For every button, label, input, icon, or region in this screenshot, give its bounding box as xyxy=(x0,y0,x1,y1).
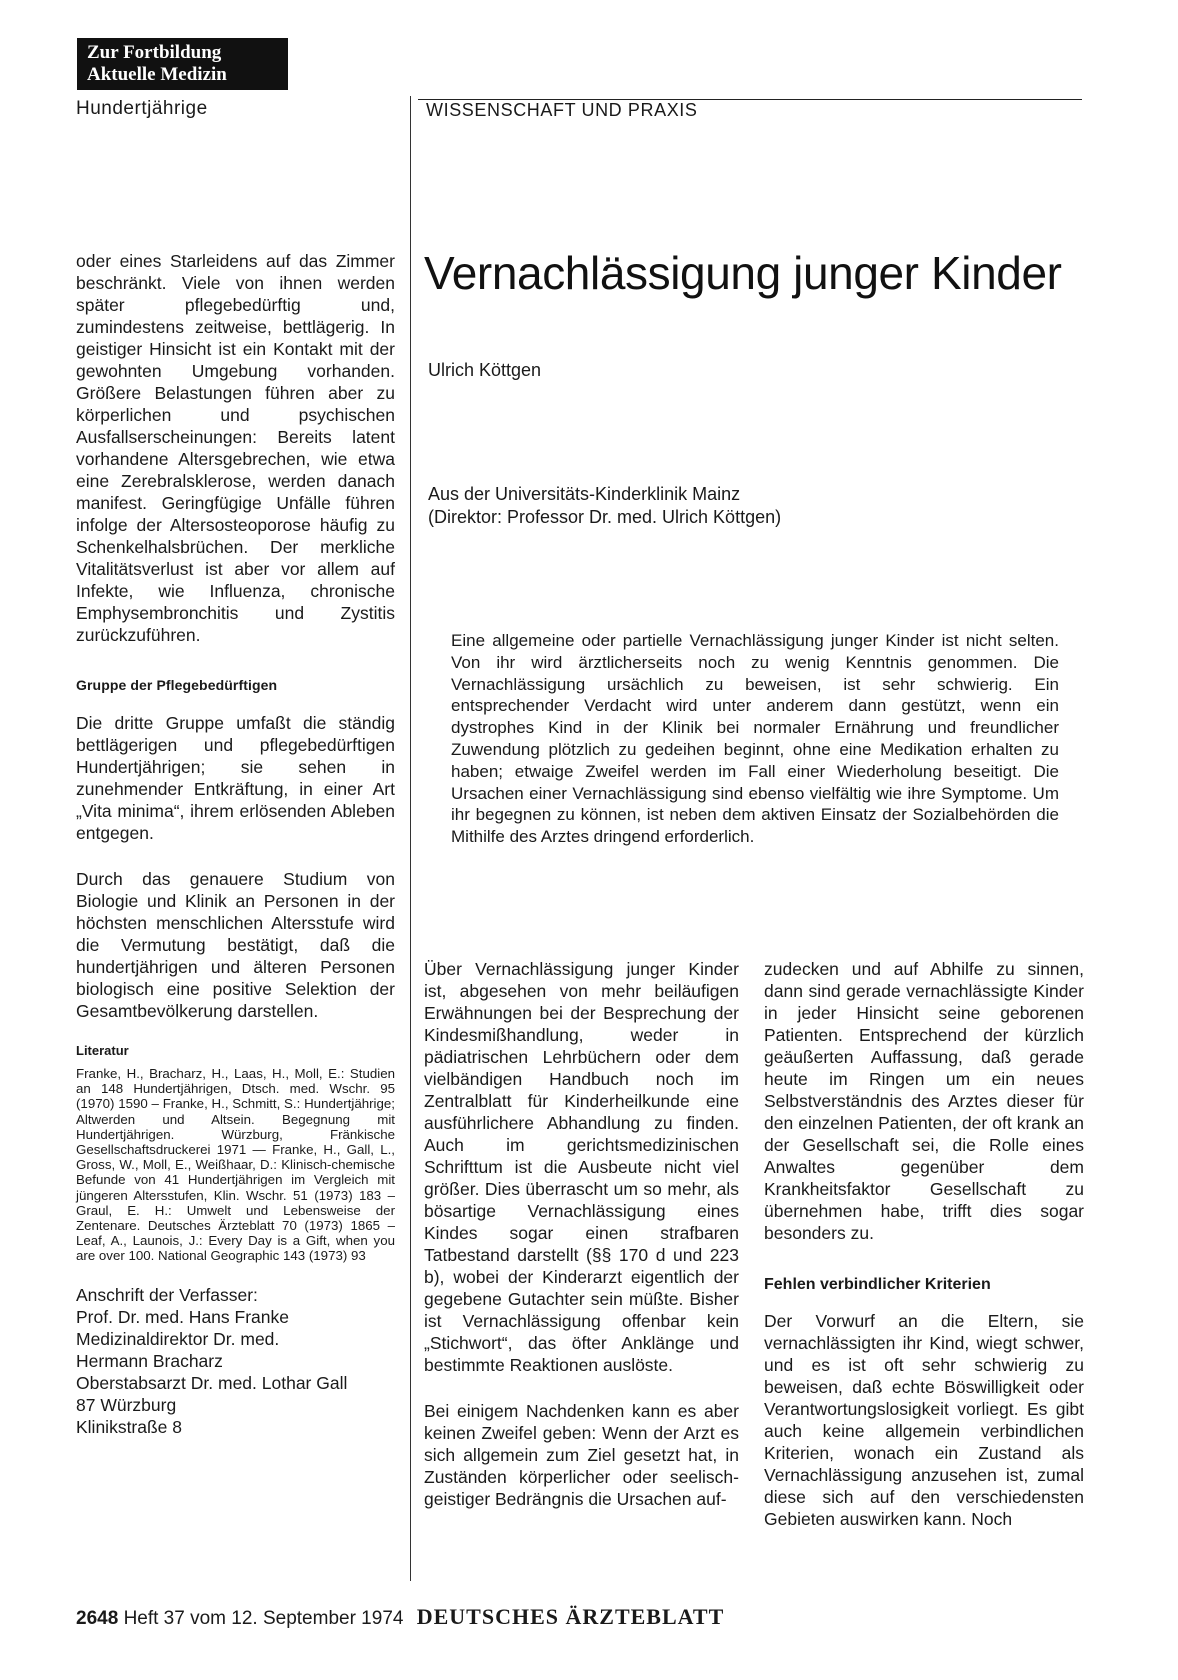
left-paragraph-2: Die dritte Gruppe umfaßt die ständig bettlägerigen und pflegebedürftigen Hundertjährigen; sie sehen in zunehmender Entkräftung, in einer Art „Vita minima“, ihrem erlösenden Ableben entgegen. xyxy=(76,713,395,843)
affiliation-line-2: (Direktor: Professor Dr. med. Ulrich Köttgen) xyxy=(428,507,782,527)
column-divider xyxy=(410,96,411,1581)
address-line: Oberstabsarzt Dr. med. Lothar Gall xyxy=(76,1372,348,1393)
address-line: 87 Würzburg xyxy=(76,1394,177,1415)
affiliation-line-1: Aus der Universitäts-Kinderklinik Mainz xyxy=(428,484,741,504)
right-column xyxy=(764,958,1084,1530)
address-line: Anschrift der Verfasser: xyxy=(76,1284,258,1305)
article-title: Vernachlässigung junger Kinder xyxy=(424,247,1062,299)
address-line: Medizinaldirektor Dr. med. xyxy=(76,1328,280,1349)
running-head-right: WISSENSCHAFT UND PRAXIS xyxy=(426,100,698,120)
article-abstract: Eine allgemeine oder partielle Vernachlässigung junger Kinder ist nicht selten. Von ihr wird ärztlicherseits noch zu wenig Kenntnis genommen. Die Vernachlässigung ursächlich zu beweisen, ist sehr schwierig. Ein entsprechender Verdacht wird unter anderem dann gestützt, wenn ein dystrophes Kind in der Klinik bei normaler Ernährung und freundlicher Zuwendung plötzlich zu gedeihen beginnt, ohne eine Medikation erhalten zu haben; etwaige Zweifel werden im Fall einer Wiederholung beseitigt. Die Ursachen einer Vernachlässigung sind ebenso vielfältig wie ihre Symptome. Um ihr begegnen zu können, ist neben dem aktiven Einsatz der Sozialbehörden die Mithilfe des Arztes dringend erforderlich. xyxy=(451,631,1059,847)
left-column xyxy=(76,250,395,1438)
section-badge xyxy=(77,38,288,90)
middle-column xyxy=(424,958,739,1510)
badge-line-2: Aktuelle Medizin xyxy=(87,64,227,85)
issue-info: Heft 37 vom 12. September 1974 xyxy=(123,1608,404,1629)
running-head-left: Hundertjährige xyxy=(76,98,208,119)
address-line: Prof. Dr. med. Hans Franke xyxy=(76,1306,289,1327)
middle-paragraph-2: Bei einigem Nachdenken kann es aber keinen Zweifel geben: Wenn der Arzt es sich allgemein zum Ziel gesetzt hat, in Zuständen körperlicher oder seelisch-geistiger Bedrängnis die Ursachen auf- xyxy=(424,1401,739,1509)
badge-line-1: Zur Fortbildung xyxy=(87,42,222,63)
page-footer xyxy=(76,1604,724,1630)
article-affiliation xyxy=(428,483,781,529)
address-line: Hermann Bracharz xyxy=(76,1350,223,1371)
middle-paragraph-1: Über Vernachlässigung junger Kinder ist, abgesehen von mehr beiläufigen Erwähnungen bei der Besprechung der Kindesmißhandlung, weder in pädiatrischen Lehrbüchern oder dem vielbändigen Handbuch noch im Zentralblatt für Kinderheilkunde eine ausführlichere Abhandlung zu finden. Auch im gerichtsmedizinischen Schrifttum ist die Ausbeute nicht viel größer. Dies überrascht um so mehr, als bösartige Vernachlässigung eines Kindes sogar einen strafbaren Tatbestand darstellt (§§ 170 d und 223 b), wobei der Kinderarzt eigentlich der gegebene Gutachter sein müßte. Bisher ist Vernachlässigung offenbar kein „Stichwort“, das öfter Anklänge und bestimmte Reaktionen auslöste. xyxy=(424,959,739,1375)
left-paragraph-1: oder eines Starleidens auf das Zimmer beschränkt. Viele von ihnen werden später pflegebedürftig und, zumindestens zeitweise, bettlägerig. In geistiger Hinsicht ist ein Kontakt mit der gewohnten Umgebung vorhanden. Größere Belastungen führen aber zu körperlichen und psychischen Ausfallserscheinungen: Bereits latent vorhandene Altersgebrechen, wie etwa eine Zerebralsklerose, werden danach manifest. Geringfügige Unfälle führen infolge der Altersosteoporose häufig zu Schenkelhalsbrüchen. Der merkliche Vitalitätsverlust ist aber vor allem auf Infekte, wie Influenza, chronische Emphysembronchitis und Zystitis zurückzuführen. xyxy=(76,251,395,645)
right-paragraph-1: zudecken und auf Abhilfe zu sinnen, dann sind gerade vernachlässigte Kinder in jeder Hinsicht seine geborenen Patienten. Entsprechend der kürzlich geäußerten Auffassung, daß gerade heute im Ringen um ein neues Selbstverständnis des Arztes dieser für den einzelnen Patienten, der oft krank an der Gesellschaft sei, die Rolle eines Anwaltes gegenüber dem Krankheitsfaktor Gesellschaft zu übernehmen habe, trifft dies sogar besonders zu. xyxy=(764,959,1084,1243)
address-line: Klinikstraße 8 xyxy=(76,1416,183,1437)
right-section-heading: Fehlen verbindlicher Kriterien xyxy=(764,1276,991,1293)
page-number: 2648 xyxy=(76,1608,119,1629)
literature-heading: Literatur xyxy=(76,1043,129,1058)
author-address xyxy=(76,1284,395,1438)
literature-list: Franke, H., Bracharz, H., Laas, H., Moll, E.: Studien an 148 Hundertjährigen, Dtsch. med. Wschr. 95 (1970) 1590 – Franke, H., Schmitt, S.: Hundertjährige; Altwerden und Altsein. Begegnung mit Hundertjährigen. Würzburg, Fränkische Gesellschaftsdruckerei 1971 — Franke, H., Gall, L., Gross, W., Moll, E., Weißhaar, D.: Klinisch-chemische Befunde von 41 Hundertjährigen im Vergleich mit jüngeren Altersstufen, Klin. Wschr. 51 (1973) 183 – Graul, E. H.: Umwelt und Lebensweise der Zentenare. Deutsches Ärzteblatt 70 (1973) 1865 – Leaf, A., Launois, J.: Every Day is a Gift, when you are over 100. National Geographic 143 (1973) 93 xyxy=(76,1066,395,1264)
left-paragraph-3: Durch das genauere Studium von Biologie und Klinik an Personen in der höchsten menschlichen Altersstufe wird die Vermutung bestätigt, daß die hundertjährigen und älteren Personen biologisch eine positive Selektion der Gesamtbevölkerung darstellen. xyxy=(76,869,395,1021)
article-author: Ulrich Köttgen xyxy=(428,360,542,380)
right-paragraph-2: Der Vorwurf an die Eltern, sie vernachlässigten ihr Kind, wiegt schwer, und es ist oft sehr schwierig zu beweisen, daß echte Böswilligkeit oder Verantwortungslosigkeit vorliegt. Es gibt auch keine allgemein verbindlichen Kriterien, wonach ein Zustand als Vernachlässigung anzusehen ist, zumal diese sich auf den verschiedensten Gebieten auswirken kann. Noch xyxy=(764,1311,1084,1529)
left-section-heading: Gruppe der Pflegebedürftigen xyxy=(76,677,278,693)
journal-name: DEUTSCHES ÄRZTEBLATT xyxy=(416,1604,725,1629)
